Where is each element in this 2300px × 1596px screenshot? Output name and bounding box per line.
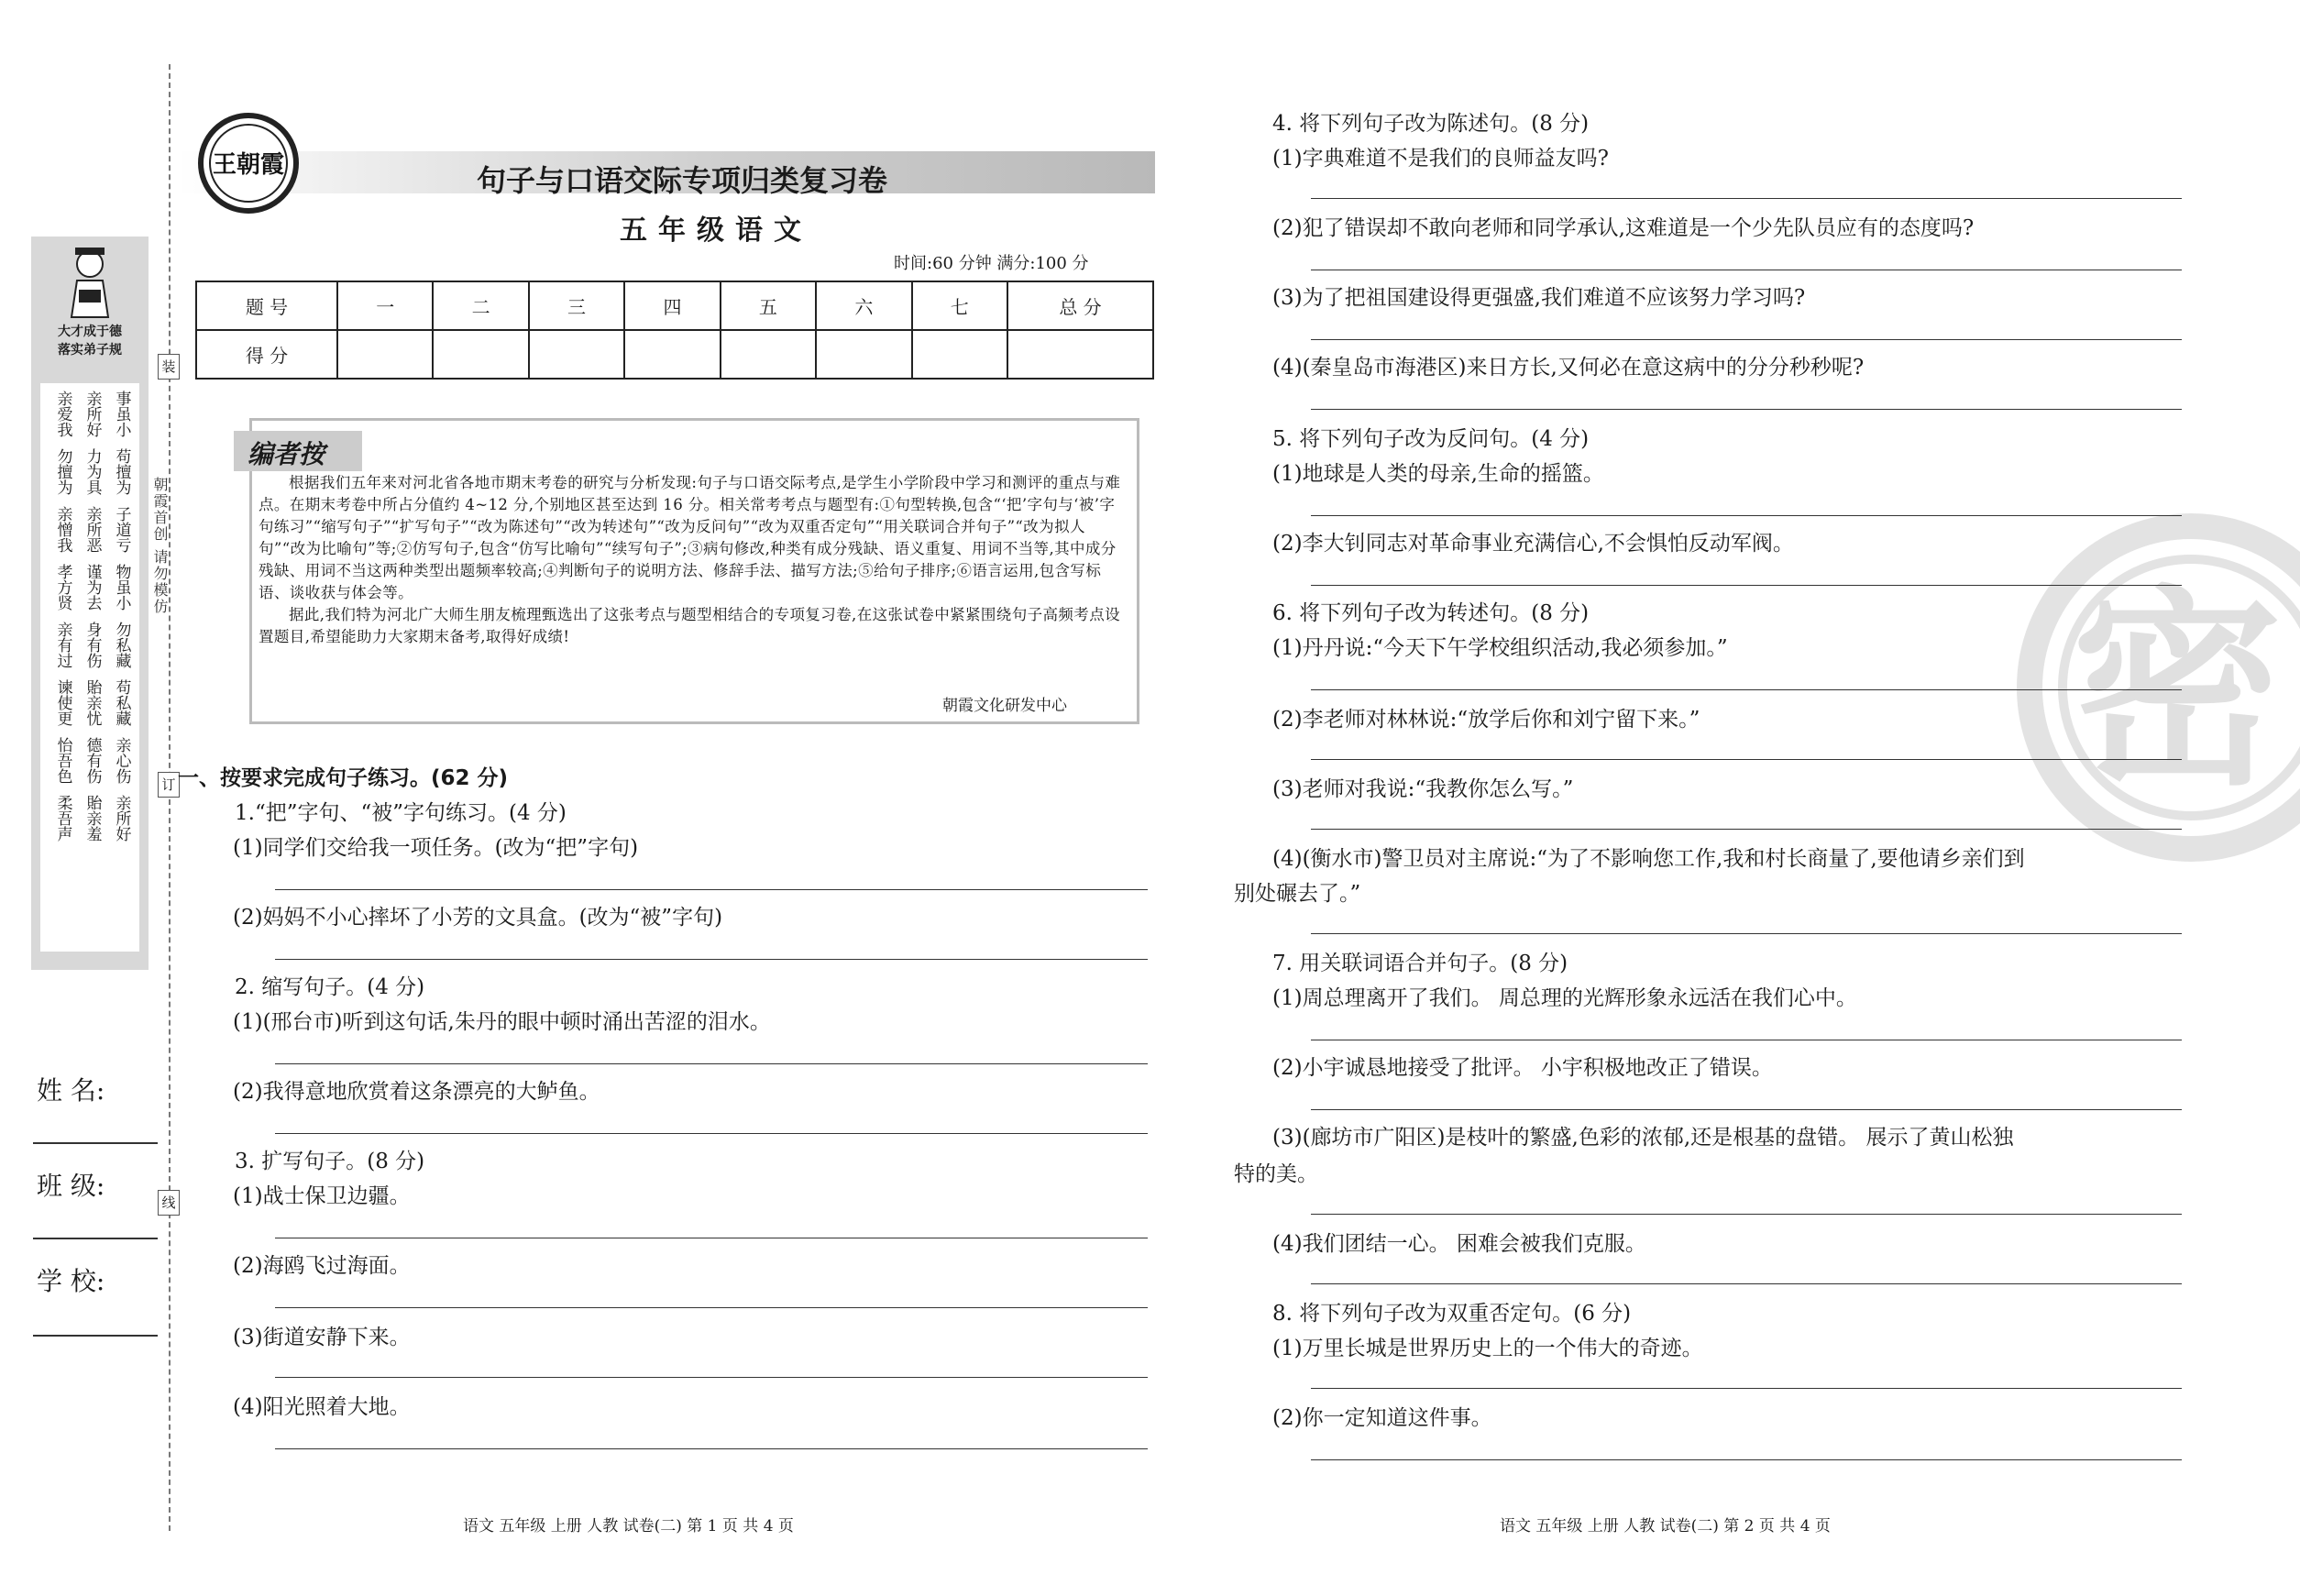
score-input[interactable] bbox=[1007, 330, 1153, 379]
table-cell: 题 号 bbox=[196, 281, 337, 330]
question-item: (3)街道安静下来。 bbox=[233, 1326, 411, 1349]
question-item: (2)妈妈不小心摔坏了小芳的文具盒。(改为“被”字句) bbox=[233, 906, 723, 930]
binding-dashed-line bbox=[169, 64, 171, 1531]
editor-note-title: 编者按 bbox=[248, 439, 325, 469]
page-subtitle: 五年级语文 bbox=[620, 215, 812, 247]
question-item: (2)海鸥飞过海面。 bbox=[233, 1254, 411, 1278]
answer-line[interactable] bbox=[1311, 515, 2182, 516]
score-input[interactable] bbox=[721, 330, 816, 379]
time-info: 时间:60 分钟 满分:100 分 bbox=[894, 254, 1089, 273]
sidebar-motto: 大才成于德 落实弟子规 bbox=[58, 325, 122, 358]
question-item-continued: 别处碾去了。” bbox=[1234, 882, 1361, 906]
answer-line[interactable] bbox=[275, 1448, 1148, 1449]
name-label: 姓 名: bbox=[37, 1075, 105, 1106]
question-heading: 8. 将下列句子改为双重否定句。(6 分) bbox=[1272, 1302, 1632, 1326]
question-item: (3)为了把祖国建设得更强盛,我们难道不应该努力学习吗? bbox=[1272, 286, 1806, 310]
table-cell: 七 bbox=[912, 281, 1007, 330]
answer-line[interactable] bbox=[1311, 759, 2182, 760]
footer-right: 语文 五年级 上册 人教 试卷(二) 第 2 页 共 4 页 bbox=[1500, 1517, 1831, 1535]
question-item: (3)(廊坊市广阳区)是枝叶的繁盛,色彩的浓郁,还是根基的盘错。 展示了黄山松独 bbox=[1272, 1126, 2014, 1150]
scholar-figure-icon bbox=[62, 244, 117, 323]
question-item: (4)阳光照着大地。 bbox=[233, 1395, 411, 1419]
score-input[interactable] bbox=[529, 330, 624, 379]
answer-line[interactable] bbox=[1311, 1283, 2182, 1284]
seal-char-zhuang: 装 bbox=[158, 354, 180, 380]
answer-line[interactable] bbox=[1311, 689, 2182, 690]
sidebar-verses: 亲爱我 亲所好 事虽小 勿擅为 力为具 苟擅为 亲憎我 亲所恶 子道亏 孝方贤 谨为去 物虽小 亲有过 身有伤 勿私藏 谏使更 貽亲忧 苟私藏 怡吾色 德有伤 亲心伤 柔吾声 貽亲羞 亲所好 bbox=[40, 383, 139, 952]
score-input[interactable] bbox=[337, 330, 433, 379]
question-item: (2)我得意地欣赏着这条漂亮的大鲈鱼。 bbox=[233, 1080, 600, 1104]
question-item: (2)李老师对林林说:“放学后你和刘宁留下来。” bbox=[1272, 708, 1700, 732]
answer-line[interactable] bbox=[1311, 409, 2182, 410]
answer-line[interactable] bbox=[1311, 1109, 2182, 1110]
question-heading: 5. 将下列句子改为反问句。(4 分) bbox=[1272, 427, 1590, 451]
table-cell: 一 bbox=[337, 281, 433, 330]
answer-line[interactable] bbox=[1311, 933, 2182, 934]
score-value-row bbox=[196, 330, 1153, 379]
table-cell: 三 bbox=[529, 281, 624, 330]
question-item: (1)周总理离开了我们。 周总理的光辉形象永远活在我们心中。 bbox=[1272, 986, 1857, 1010]
question-item: (2)小宇诚恳地接受了批评。 小宇积极地改正了错误。 bbox=[1272, 1056, 1773, 1080]
class-label: 班 级: bbox=[37, 1171, 105, 1201]
answer-line[interactable] bbox=[275, 1307, 1148, 1308]
sidebar-panel bbox=[31, 237, 149, 970]
answer-line[interactable] bbox=[275, 1063, 1148, 1064]
name-field[interactable] bbox=[33, 1142, 158, 1144]
score-header-row bbox=[196, 281, 1153, 330]
editor-note-signature: 朝霞文化研发中心 bbox=[942, 697, 1067, 715]
score-input[interactable] bbox=[433, 330, 528, 379]
table-cell: 二 bbox=[433, 281, 528, 330]
answer-line[interactable] bbox=[1311, 829, 2182, 830]
footer-left: 语文 五年级 上册 人教 试卷(二) 第 1 页 共 4 页 bbox=[463, 1517, 794, 1535]
question-item: (4)(衡水市)警卫员对主席说:“为了不影响您工作,我和村长商量了,要他请乡亲们到 bbox=[1272, 847, 2025, 871]
table-cell: 六 bbox=[816, 281, 911, 330]
brand-logo bbox=[197, 112, 300, 215]
question-item: (2)犯了错误却不敢向老师和同学承认,这难道是一个少先队员应有的态度吗? bbox=[1272, 216, 1975, 240]
table-cell: 四 bbox=[624, 281, 720, 330]
school-field[interactable] bbox=[33, 1335, 158, 1337]
question-item: (3)老师对我说:“我教你怎么写。” bbox=[1272, 777, 1574, 801]
score-input[interactable] bbox=[624, 330, 720, 379]
question-heading: 6. 将下列句子改为转述句。(8 分) bbox=[1272, 601, 1590, 625]
question-heading: 7. 用关联词语合并句子。(8 分) bbox=[1272, 952, 1568, 975]
answer-line[interactable] bbox=[1311, 339, 2182, 340]
answer-line[interactable] bbox=[1311, 1388, 2182, 1389]
sidebar-caption: 朝霞首创 请勿模仿 bbox=[151, 477, 169, 616]
question-item: (2)李大钊同志对革命事业充满信心,不会惧怕反动军阀。 bbox=[1272, 532, 1794, 556]
table-cell: 总 分 bbox=[1007, 281, 1153, 330]
editor-note-text: 根据我们五年来对河北省各地市期末考卷的研究与分析发现:句子与口语交际考点,是学生小学阶段中学习和测评的重点与难点。在期末考卷中所占分值约 4~12 分,个别地区甚至达到 16 分。相关常考考点与题型有:①句型转换,包含“‘把’字句与‘被’字句练习”“缩写句子”“扩写句子”“改为陈述句”“改为转述句”“改为反问句”“改为双重否定句”“用关联词合并句子”“改为拟人句”“改为比喻句”等;②仿写句子,包含“仿写比喻句”“续写句子”;③病句修改,种类有成分残缺、语义重复、用词不当等,其中成分残缺、用词不当这两种类型出题频率较高;④判断句子的说明方法、修辞手法、描写方法;⑤给句子排序;⑥语言运用,包含写标语、谈收获与体会等。 据此,我们特为河北广大师生朋友梳理甄选出了这张考点与题型相结合的专项复习卷,在这张试卷中紧紧围绕句子高频考点设置题目,希望能助力大家期末备考,取得好成绩! bbox=[259, 474, 1121, 645]
score-input[interactable] bbox=[816, 330, 911, 379]
question-item: (4)(秦皇岛市海港区)来日方长,又何必在意这病中的分分秒秒呢? bbox=[1272, 356, 1865, 380]
answer-line[interactable] bbox=[275, 1377, 1148, 1378]
question-item: (4)我们团结一心。 困难会被我们克服。 bbox=[1272, 1232, 1646, 1256]
question-item: (1)同学们交给我一项任务。(改为“把”字句) bbox=[233, 836, 639, 860]
page-title: 句子与口语交际专项归类复习卷 bbox=[477, 163, 888, 198]
question-heading: 1.“把”字句、“被”字句练习。(4 分) bbox=[235, 801, 567, 825]
score-table bbox=[195, 281, 1154, 380]
question-item: (1)战士保卫边疆。 bbox=[233, 1184, 411, 1208]
question-item: (1)字典难道不是我们的良师益友吗? bbox=[1272, 147, 1609, 171]
question-item: (1)丹丹说:“今天下午学校组织活动,我必须参加。” bbox=[1272, 636, 1728, 660]
answer-line[interactable] bbox=[1311, 1214, 2182, 1215]
seal-char-ding: 订 bbox=[158, 772, 180, 798]
answer-line[interactable] bbox=[275, 889, 1148, 890]
school-label: 学 校: bbox=[37, 1266, 105, 1296]
answer-line[interactable] bbox=[275, 959, 1148, 960]
class-field[interactable] bbox=[33, 1238, 158, 1239]
table-cell: 五 bbox=[721, 281, 816, 330]
question-heading: 2. 缩写句子。(4 分) bbox=[235, 975, 425, 999]
score-input[interactable] bbox=[912, 330, 1007, 379]
answer-line[interactable] bbox=[1311, 1459, 2182, 1460]
table-cell: 得 分 bbox=[196, 330, 337, 379]
svg-text:王朝霞: 王朝霞 bbox=[212, 151, 285, 179]
question-item: (2)你一定知道这件事。 bbox=[1272, 1406, 1492, 1430]
question-item: (1)地球是人类的母亲,生命的摇篮。 bbox=[1272, 462, 1604, 486]
question-item-continued: 特的美。 bbox=[1234, 1162, 1318, 1186]
watermark-char: 密 bbox=[2072, 569, 2283, 814]
answer-line[interactable] bbox=[275, 1133, 1148, 1134]
section-heading: 一、按要求完成句子练习。(62 分) bbox=[178, 766, 509, 790]
seal-char-xian: 线 bbox=[158, 1190, 180, 1216]
question-heading: 3. 扩写句子。(8 分) bbox=[235, 1150, 425, 1173]
answer-line[interactable] bbox=[1311, 198, 2182, 199]
question-item: (1)万里长城是世界历史上的一个伟大的奇迹。 bbox=[1272, 1337, 1703, 1360]
question-item: (1)(邢台市)听到这句话,朱丹的眼中顿时涌出苦涩的泪水。 bbox=[233, 1010, 771, 1034]
answer-line[interactable] bbox=[1311, 585, 2182, 586]
question-heading: 4. 将下列句子改为陈述句。(8 分) bbox=[1272, 112, 1590, 136]
